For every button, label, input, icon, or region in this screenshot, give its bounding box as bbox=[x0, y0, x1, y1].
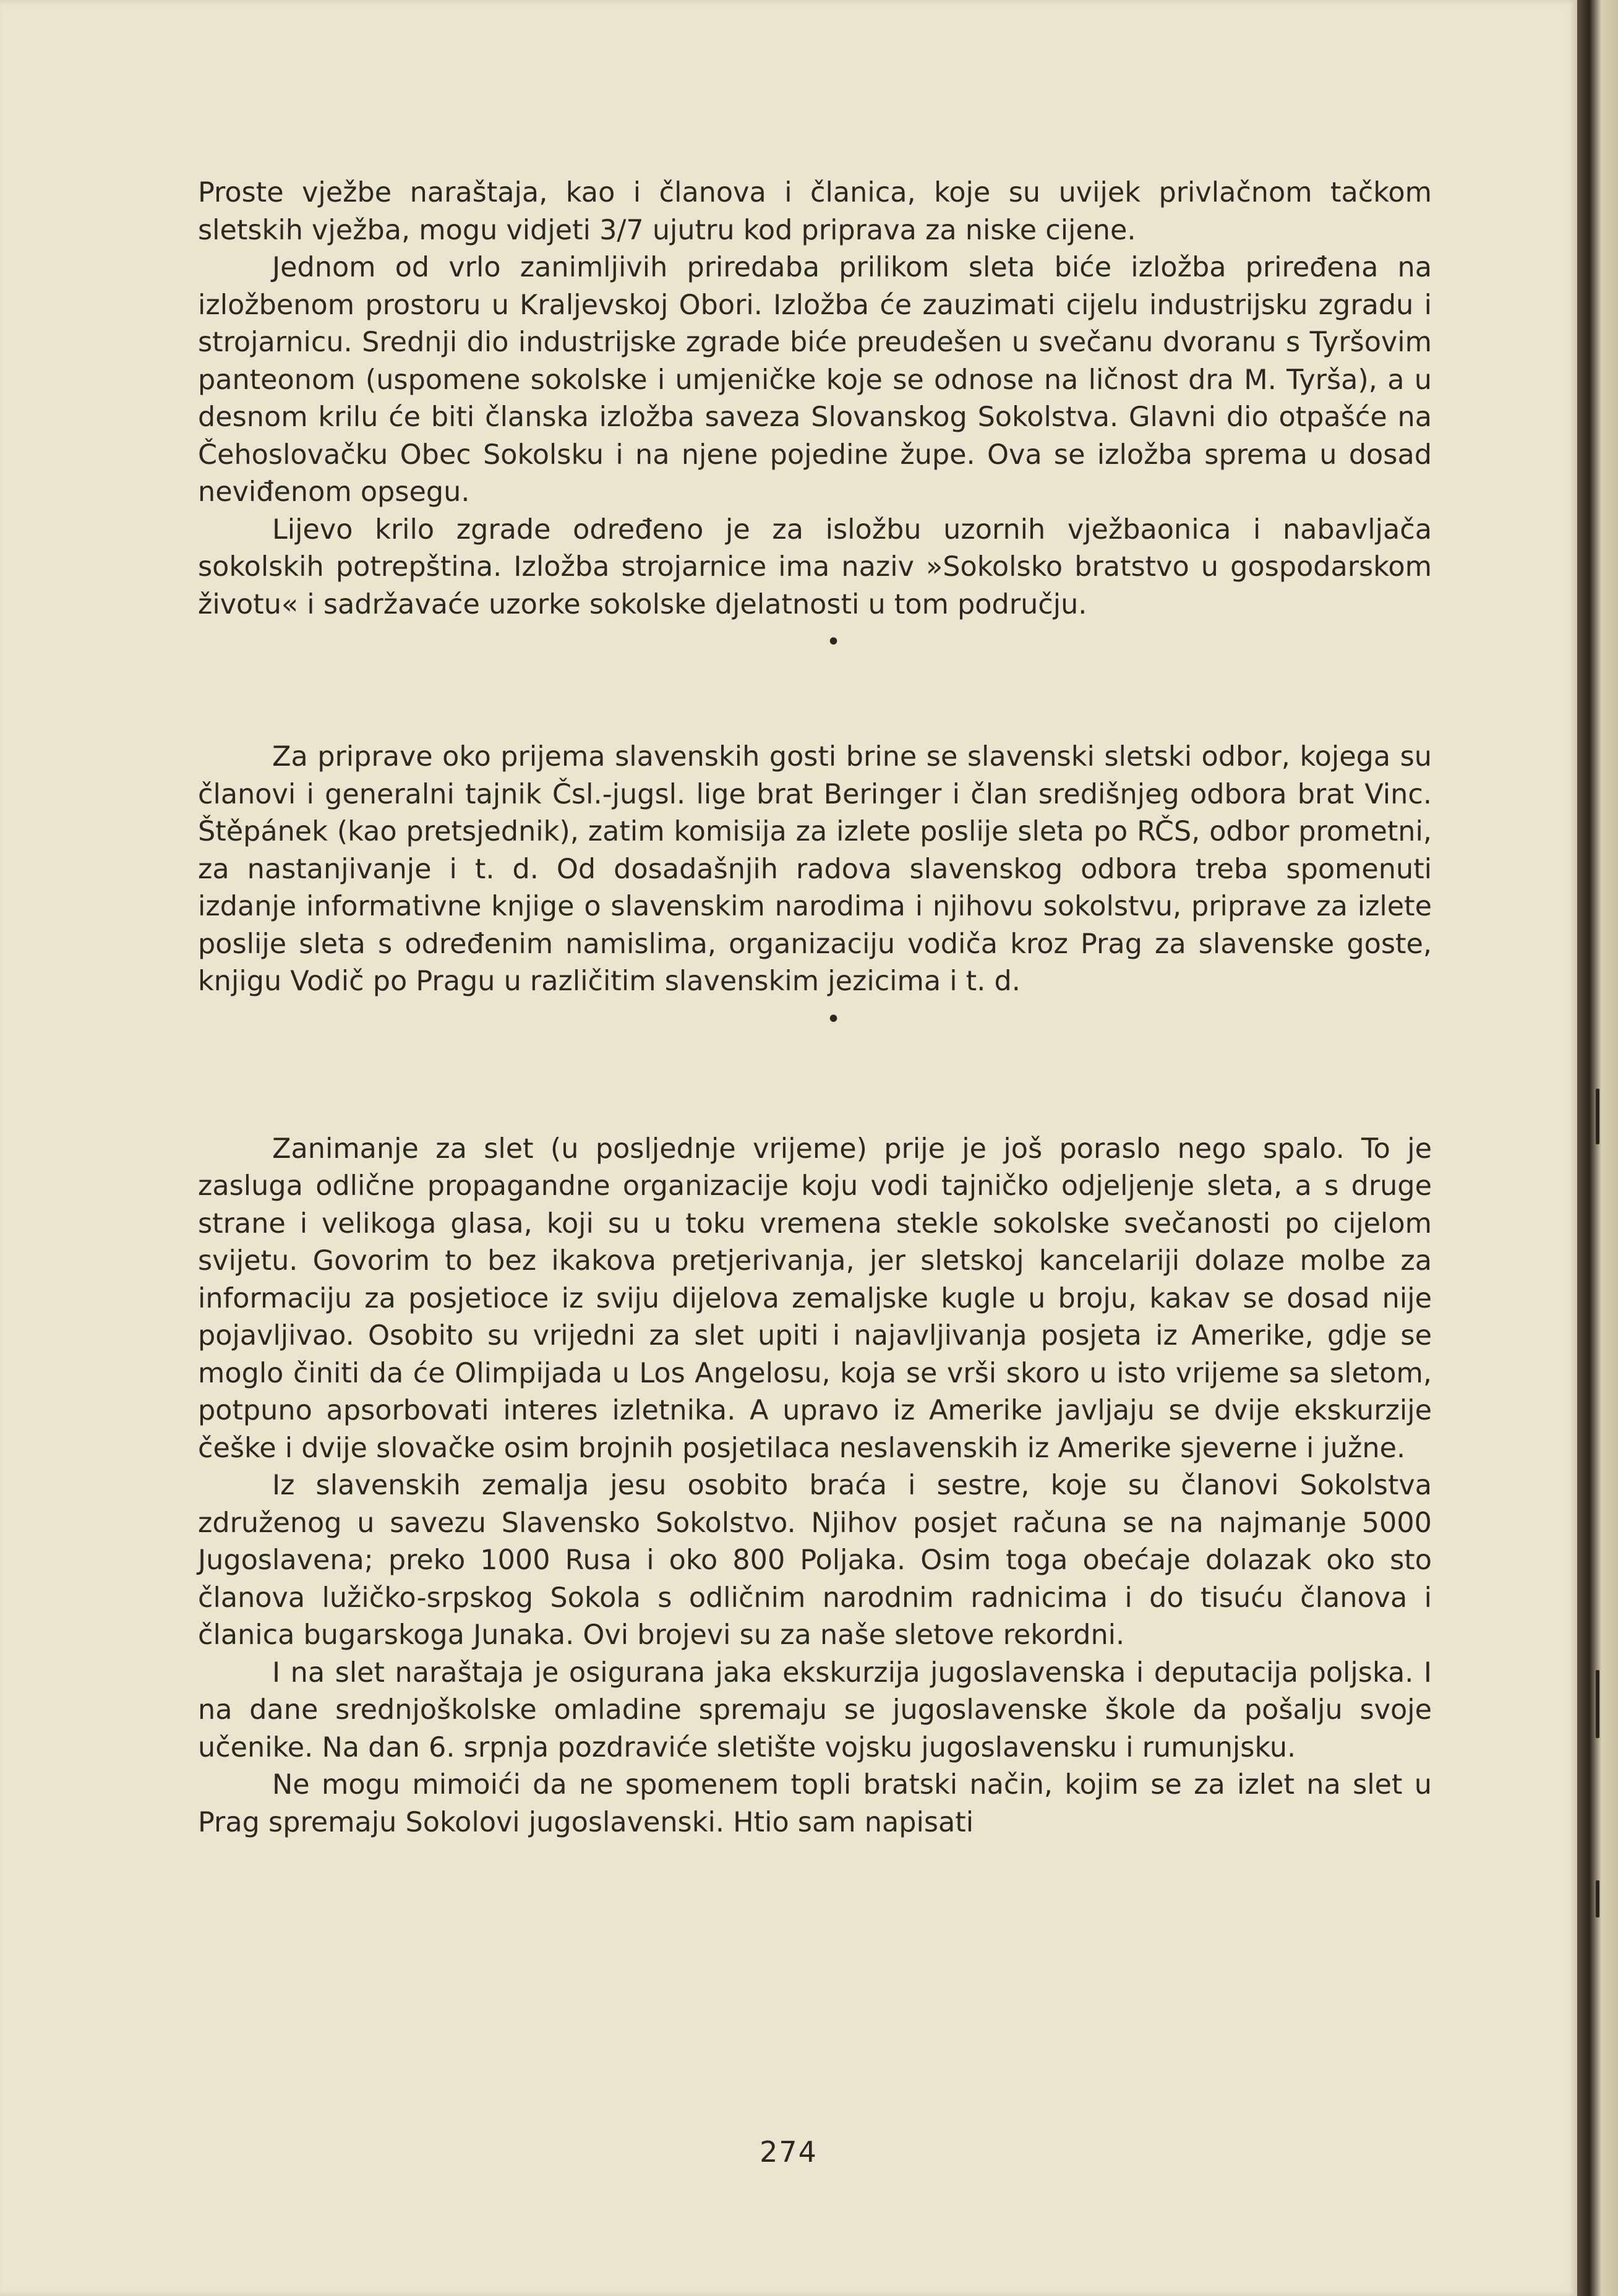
paragraph: Za pripravе oko prijema slavenskih gosti brine se slavenski sletski odbor, kojega su članovi i generalni tajnik Čsl.-jugsl. lige brat Beringer i član središnjeg odbora brat Vinc. Štěpánek (kao pretsjednik), zatim komisija za izlete poslije sleta po RČS, odbor prometni, za nastanjivanje i t. d. Od dosadašnjih radova slavenskog odbora treba spomenuti izdanje informativne knjige o slavenskim narodima i njihovu sokolstvu, priprave za izlete poslije sleta s određenim namislima, organizaciju vodiča kroz Prag za slavenske goste, knjigu Vodič po Pragu u različitim slavenskim jezicima i t. d. bbox=[198, 741, 1432, 997]
paragraph: Proste vježbe naraštaja, kao i članova i članica, koje su uvijek privlačnom tačkom sletskih vježba, mogu vidjeti 3/7 ujutru kod priprava za niske cijene. bbox=[198, 177, 1432, 246]
section-separator: • bbox=[826, 628, 841, 656]
book-spine-gutter bbox=[1577, 0, 1618, 2296]
spacer bbox=[198, 661, 1432, 739]
section-separator: • bbox=[826, 1004, 841, 1034]
spine-mark bbox=[1596, 1880, 1599, 1917]
spacer bbox=[198, 1038, 1432, 1131]
paragraph: Lijevo krilo zgrade određeno je za isložbu uzornih vježbaonica i nabavljača sokolskih potrepština. Izložba strojarnice ima naziv »Sokolsko bratstvo u gospodarskom životu« i sadržavaće uzorke sokolske djelatnosti u tom području. bbox=[198, 513, 1432, 620]
body-text bbox=[198, 174, 1432, 1841]
spine-mark bbox=[1596, 1089, 1599, 1144]
paragraph: Zanimanje za slet (u posljednje vrijeme) prije je još poraslo nego spalo. To je zasluga odlične propagandne organizacije koju vodi tajničko odjeljenje sleta, a s druge strane i velikoga glasa, koji su u toku vremena stekle sokolske svečanosti po cijelom svijetu. Govorim to bez ikakova pretjerivanja, jer sletskoj kancelariji dolaze molbe za informaciju za posjetioce iz sviju dijelova zemaljske kugle u broju, kakav se dosad nije pojavljivao. Osobito su vrijedni za slet upiti i najavljivanja posjeta iz Amerike, gdje se moglo činiti da će Olimpijada u Los Angelosu, koja se vrši skoro u isto vrijeme sa sletom, potpuno apsorbovati interes izletnika. A upravo iz Amerike javljaju se dvije ekskurzije češke i dvije slovačke osim brojnih posjetilaca neslavenskih iz Amerike sjeverne i južne. bbox=[198, 1133, 1432, 1464]
paragraph: Jednom od vrlo zanimljivih priredaba prilikom sleta biće izložba priređena na izložbenom prostoru u Kraljevskoj Obori. Izložba će zauzimati cijelu industrijsku zgradu i strojarnicu. Srednji dio industrijske zgrade biće preudešen u svečanu dvoranu s Tyršovim panteonom (uspomene sokolske i umjeničke koje se odnose na ličnost dra M. Tyrša), a u desnom krilu će biti članska izložba saveza Slovanskog Sokolstva. Glavni dio otpašće na Čehoslovačku Obec Sokolsku i na njene pojedine župe. Ova se izložba sprema u dosad neviđenom opsegu. bbox=[198, 252, 1432, 508]
page-number: 274 bbox=[760, 2135, 818, 2169]
paragraph: Iz slavenskih zemalja jesu osobito braća i sestre, koje su članovi Sokolstva združenog u savezu Slavensko Sokolstvo. Njihov posjet računa se na najmanje 5000 Jugoslavena; preko 1000 Rusa i oko 800 Poljaka. Osim toga obećaje dolazak oko sto članova lužičko-srpskog Sokola s odličnim narodnim radnicima i do tisuću članova i članica bugarskoga Junaka. Ovi brojevi su za naše sletove rekordni. bbox=[198, 1470, 1432, 1651]
paragraph: I na slet naraštaja je osigurana jaka ekskurzija jugoslavenska i deputacija poljska. I na dane srednjoškolske omladine spremaju se jugoslavenske škole da pošalju svoje učenike. Na dan 6. srpnja pozdraviće sletište vojsku jugoslavensku i rumunjsku. bbox=[198, 1656, 1432, 1763]
paragraph: Ne mogu mimoići da ne spomenem topli bratski način, kojim se za izlet na slet u Prag spremaju Sokolovi jugoslavenski. Htio sam napisati bbox=[198, 1769, 1432, 1838]
spine-mark bbox=[1596, 1670, 1599, 1738]
